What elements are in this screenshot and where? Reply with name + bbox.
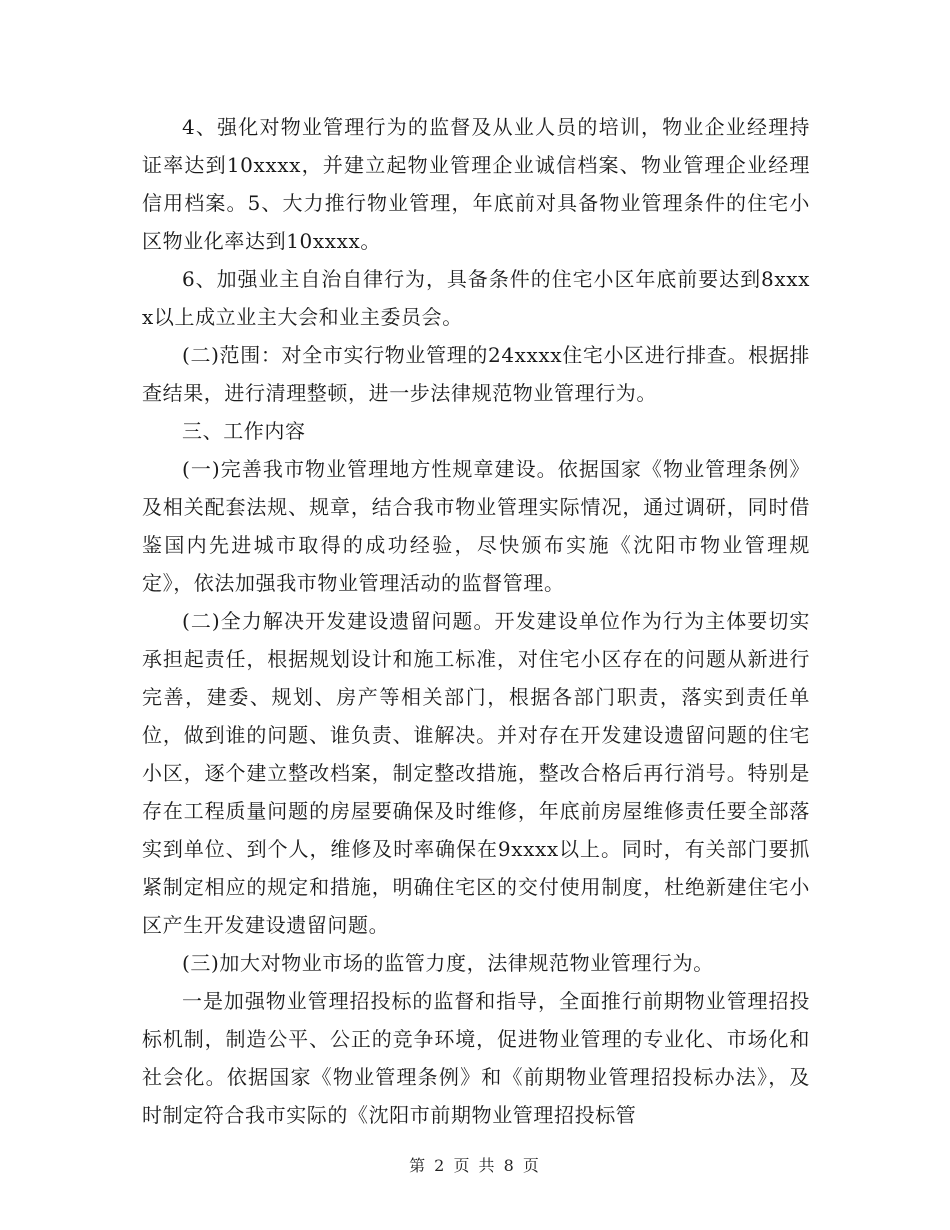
- paragraph-6: (二)全力解决开发建设遗留问题。开发建设单位作为行为主体要切实承担起责任，根据规划设计和施工标准，对住宅小区存在的问题从新进行完善，建委、规划、房产等相关部门，根据各部门职责，落实到责任单位，做到谁的问题、谁负责、谁解决。并对存在开发建设遗留问题的住宅小区，逐个建立整改档案，制定整改措施，整改合格后再行消号。特别是存在工程质量问题的房屋要确保及时维修，年底前房屋维修责任要全部落实到单位、到个人，维修及时率确保在9xxxx以上。同时，有关部门要抓紧制定相应的规定和措施，明确住宅区的交付使用制度，杜绝新建住宅小区产生开发建设遗留问题。: [142, 609, 810, 937]
- section-heading: 三、工作内容: [182, 419, 306, 443]
- paragraph-8: 一是加强物业管理招投标的监督和指导，全面推行前期物业管理招投标机制，制造公平、公正的竞争环境，促进物业管理的专业化、市场化和社会化。依据国家《物业管理条例》和《前期物业管理招投标办法》，及时制定符合我市实际的《沈阳市前期物业管理招投标管: [142, 989, 810, 1127]
- page-number: 第 2 页 共 8 页: [409, 1156, 541, 1175]
- paragraph-7: (三)加大对物业市场的监管力度，法律规范物业管理行为。: [182, 951, 714, 975]
- paragraph-5: (一)完善我市物业管理地方性规章建设。依据国家《物业管理条例》及相关配套法规、规章，结合我市物业管理实际情况，通过调研，同时借鉴国内先进城市取得的成功经验，尽快颁布实施《沈阳市物业管理规定》，依法加强我市物业管理活动的监督管理。: [142, 457, 810, 595]
- paragraph-2: 6、加强业主自治自律行为，具备条件的住宅小区年底前要达到8xxxx以上成立业主大会和业主委员会。: [142, 267, 810, 329]
- document-body: [142, 108, 810, 1134]
- paragraph-1: 4、强化对物业管理行为的监督及从业人员的培训，物业企业经理持证率达到10xxxx，并建立起物业管理企业诚信档案、物业管理企业经理信用档案。5、大力推行物业管理，年底前对具备物业管理条件的住宅小区物业化率达到10xxxx。: [142, 115, 810, 253]
- page-footer: [0, 1153, 950, 1176]
- paragraph-3: (二)范围：对全市实行物业管理的24xxxx住宅小区进行排查。根据排查结果，进行清理整顿，进一步法律规范物业管理行为。: [142, 343, 810, 405]
